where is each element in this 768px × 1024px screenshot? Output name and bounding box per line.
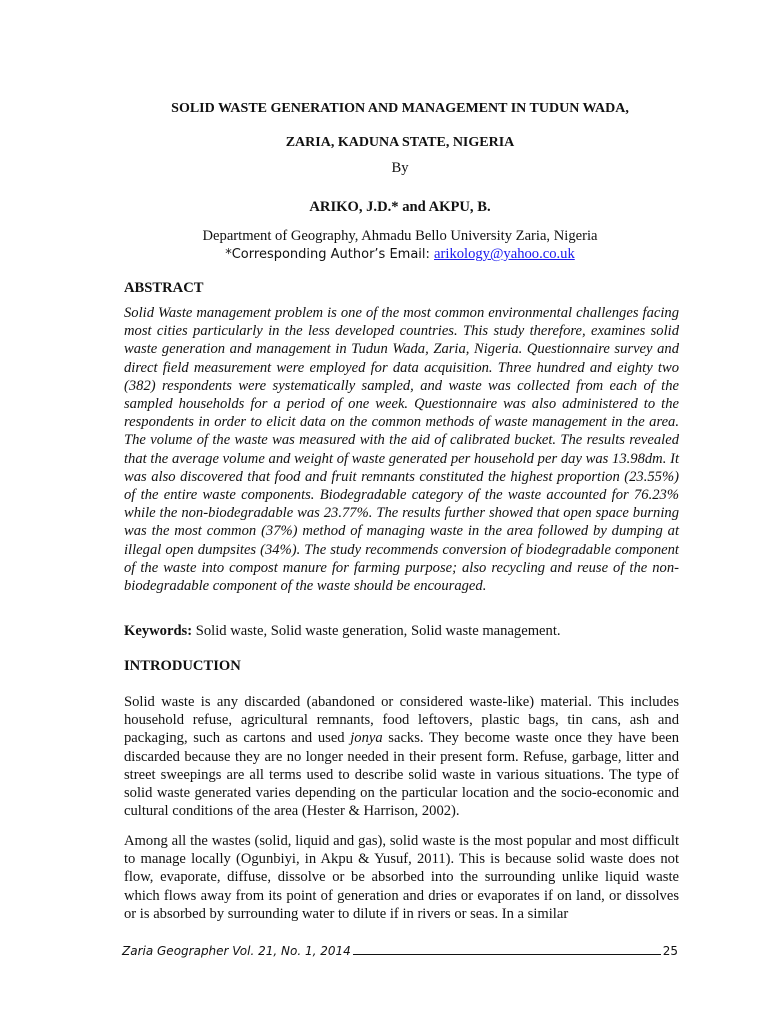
keywords-label: Keywords: <box>124 623 193 639</box>
paper-title <box>110 92 690 160</box>
intro-p1-italic: jonya <box>350 730 383 747</box>
intro-p1-start: Solid waste is any discarded (abandoned or considered waste-like) material. This includes household refuse, agricultural remnants, food leftovers, plastic bags, tin cans, ash and packaging, such as cartons and used <box>124 694 679 747</box>
abstract-heading: ABSTRACT <box>124 280 204 296</box>
abstract-text: Solid Waste management problem is one of the most common environmental challenges facing most cities particularly in the less developed countries. This study therefore, examines solid waste generation and management in Tudun Wada, Zaria, Nigeria. Questionnaire survey and direct field measurement were employed for data acquisition. Three hundred and eighty two (382) respondents were systematically sampled, and waste was collected from each of the sampled households for a period of one week. Questionnaire was also administered to the respondents in order to elicit data on the common methods of waste management in the area. The volume of the waste was measured with the aid of calibrated bucket. The results revealed that the average volume and weight of waste generated per household per day was 13.98dm. It was also discovered that food and fruit remnants constituted the highest proportion (23.55%) of the entire waste components. Biodegradable category of the waste accounted for 76.23% while the non-biodegradable was 23.77%. The results further showed that open space burning was the most common (37%) method of managing waste in the area followed by dumping at illegal open dumpsites (34%). The study recommends conversion of biodegradable component of the waste into compost manure for farming purpose; also recycling and reuse of the non-biodegradable component of the waste should be encouraged. <box>124 305 679 595</box>
title-line-2: ZARIA, KADUNA STATE, NIGERIA <box>285 135 515 150</box>
intro-paragraph-2: Among all the wastes (solid, liquid and gas), solid waste is the most popular and most difficult to manage locally (Ogunbiyi, in Akpu & Yusuf, 2011). This is because solid waste does not flow, evaporate, diffuse, dissolve or be absorbed into the surrounding unlike liquid waste which flows away from its point of generation and dries or evaporates if on land, or dissolves or is absorbed by surrounding water to dilute if in rivers or seas. In a similar <box>124 833 679 922</box>
keywords-text: Solid waste, Solid waste generation, Solid waste management. <box>192 623 561 639</box>
email-link[interactable]: arikology@yahoo.co.uk <box>434 246 575 262</box>
page-number: 25 <box>662 944 678 958</box>
intro-paragraph-1 <box>124 693 679 820</box>
intro-p1-end: sacks. They become waste once they have been discarded because they are no longer needed in their present form. Refuse, garbage, litter and street sweepings are all terms used to describe solid waste in various situations. The type of solid waste generated varies depending on the particular location and the socio-economic and cultural conditions of the area (Hester & Harrison, 2002). <box>124 730 680 820</box>
keywords <box>124 623 679 640</box>
footer-rule <box>353 954 661 955</box>
journal-citation: Zaria Geographer Vol. 21, No. 1, 2014 <box>122 944 351 958</box>
by-label: By <box>391 160 409 176</box>
corresponding-label: *Corresponding Author’s Email: <box>225 247 430 262</box>
affiliation: Department of Geography, Ahmadu Bello University Zaria, Nigeria <box>202 228 598 244</box>
introduction-heading: INTRODUCTION <box>124 658 241 674</box>
affiliation-block <box>110 227 690 264</box>
corresponding-line <box>110 245 690 264</box>
title-line-1: SOLID WASTE GENERATION AND MANAGEMENT IN TUDUN WADA, <box>171 101 629 116</box>
page-footer <box>122 944 678 958</box>
authors: ARIKO, J.D.* and AKPU, B. <box>309 199 491 215</box>
